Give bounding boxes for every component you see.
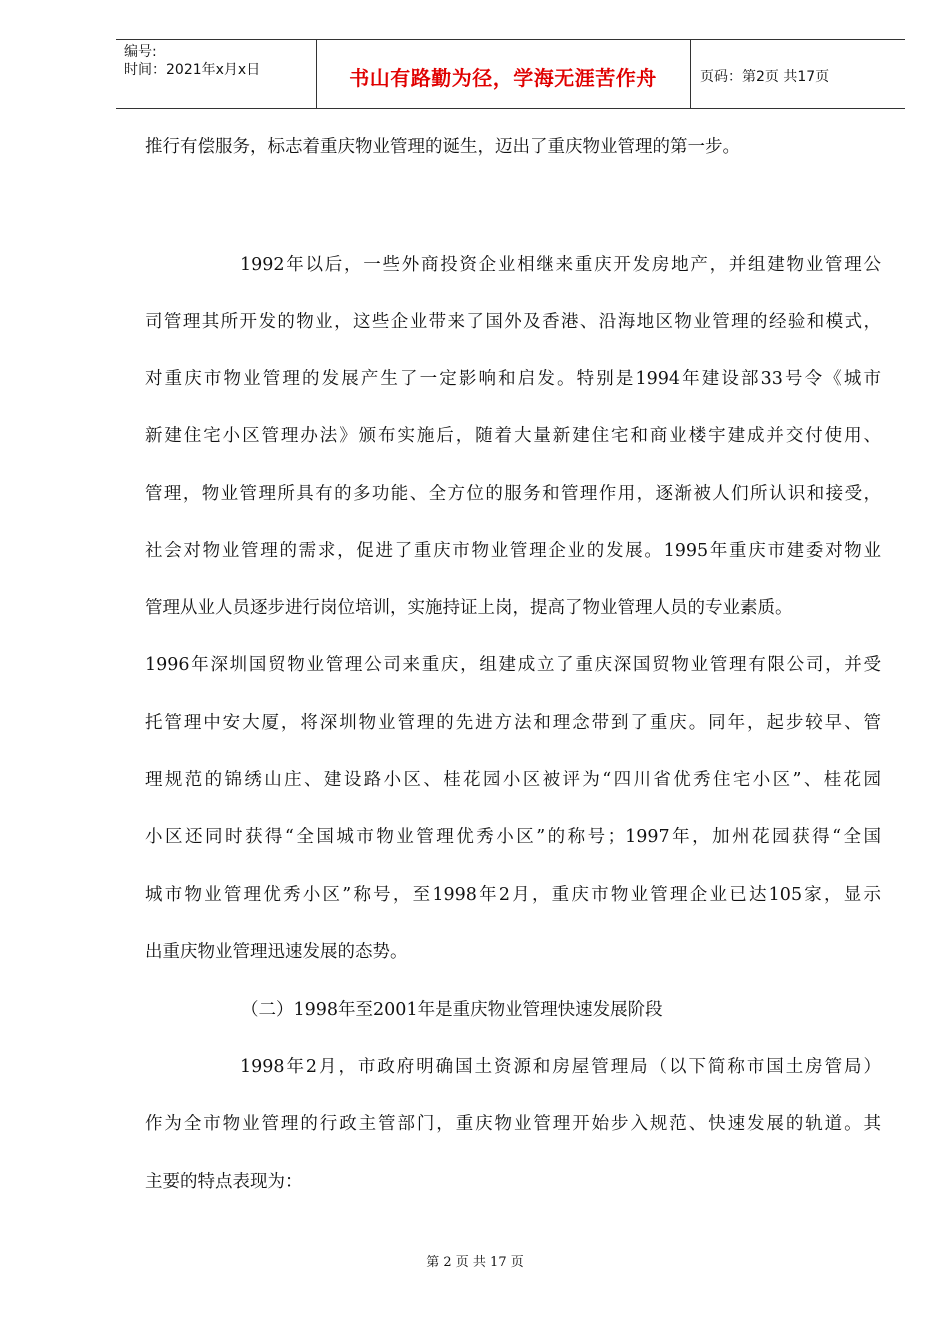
paragraph-line: 社会对物业管理的需求，促进了重庆市物业管理企业的发展。1995年重庆市建委对物业 [145, 541, 881, 561]
paragraph-line: 管理从业人员逐步进行岗位培训，实施持证上岗，提高了物业管理人员的专业素质。 [145, 598, 793, 618]
page-header [116, 39, 905, 109]
paragraph-line: 管理，物业管理所具有的多功能、全方位的服务和管理作用，逐渐被人们所认识和接受， [145, 484, 881, 504]
paragraph-line: 司管理其所开发的物业，这些企业带来了国外及香港、沿海地区物业管理的经验和模式， [145, 312, 881, 332]
paragraph-line: 城市物业管理优秀小区”称号，至1998年2月，重庆市物业管理企业已达105家，显示 [145, 885, 881, 905]
paragraph-line: 出重庆物业管理迅速发展的态势。 [145, 942, 408, 962]
paragraph-line: 1992年以后，一些外商投资企业相继来重庆开发房地产，并组建物业管理公 [240, 255, 881, 275]
paragraph-line: 对重庆市物业管理的发展产生了一定影响和启发。特别是1994年建设部33号令《城市 [145, 369, 881, 389]
document-number-label: 编号: [124, 44, 157, 60]
header-motto-cell [316, 40, 691, 108]
paragraph-line: 1998年2月，市政府明确国土资源和房屋管理局（以下简称市国土房管局） [240, 1057, 881, 1077]
paragraph-line: 托管理中安大厦，将深圳物业管理的先进方法和理念带到了重庆。同年，起步较早、管 [145, 713, 881, 733]
document-time-label: 时间：2021年x月x日 [124, 62, 261, 78]
paragraph-line: 理规范的锦绣山庄、建设路小区、桂花园小区被评为“四川省优秀住宅小区”、桂花园 [145, 770, 881, 790]
header-motto: 书山有路勤为径，学海无涯苦作舟 [349, 66, 657, 90]
section-heading: （二）1998年至2001年是重庆物业管理快速发展阶段 [241, 1000, 663, 1020]
page-footer: 第 2 页 共 17 页 [426, 1255, 524, 1270]
header-page-cell [690, 40, 905, 108]
paragraph-line: 作为全市物业管理的行政主管部门，重庆物业管理开始步入规范、快速发展的轨道。其 [145, 1114, 881, 1134]
header-page-number: 页码：第2页 共17页 [700, 69, 830, 85]
paragraph-line: 小区还同时获得“全国城市物业管理优秀小区”的称号；1997年，加州花园获得“全国 [145, 827, 881, 847]
paragraph-line: 1996年深圳国贸物业管理公司来重庆，组建成立了重庆深国贸物业管理有限公司，并受 [145, 655, 881, 675]
paragraph-line: 主要的特点表现为： [145, 1172, 303, 1192]
paragraph-line: 推行有偿服务，标志着重庆物业管理的诞生，迈出了重庆物业管理的第一步。 [145, 137, 740, 157]
paragraph-line: 新建住宅小区管理办法》颁布实施后，随着大量新建住宅和商业楼宇建成并交付使用、 [145, 426, 881, 446]
header-meta-cell [116, 40, 317, 108]
